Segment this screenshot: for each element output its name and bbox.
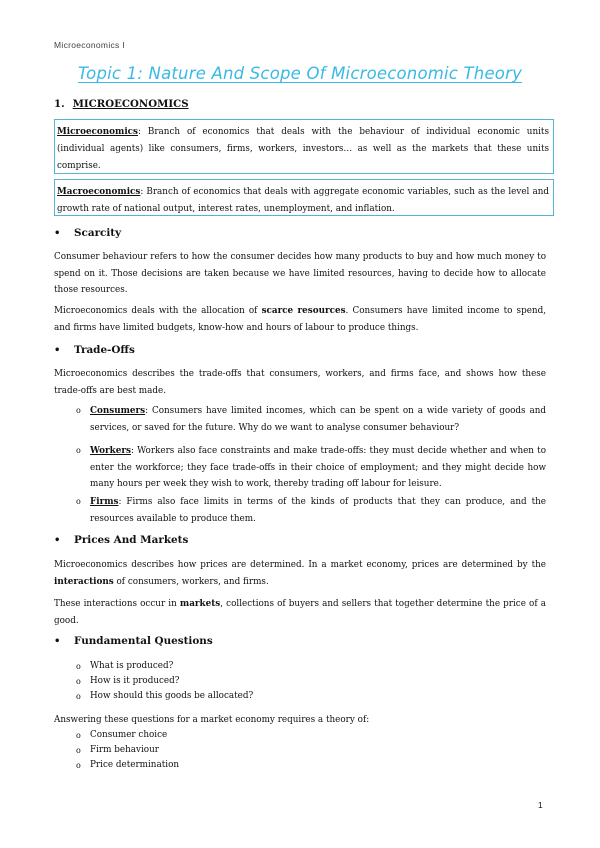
list-item <box>76 659 173 674</box>
list-item-firms <box>76 494 546 527</box>
bullet-heading-text: Trade-Offs <box>74 344 135 356</box>
paragraph <box>54 303 546 336</box>
list-item <box>76 758 179 773</box>
paragraph: Answering these questions for a market economy requires a theory of: <box>54 715 370 725</box>
sub-bullet-marker: o <box>76 662 81 671</box>
bold-term: markets <box>179 599 221 609</box>
definition-box-micro <box>54 119 554 174</box>
list-text: How is it produced? <box>90 676 180 686</box>
page-number: 1 <box>538 800 543 810</box>
list-item <box>76 728 167 743</box>
page-title: Topic 1: Nature And Scope Of Microeconomic Theory <box>77 64 523 83</box>
paragraph-text: . Consumers have limited income to spend, and firms have limited budgets, know-how and hours of labour to produce things. <box>54 306 547 333</box>
paragraph-text: of consumers, workers, and firms. <box>113 576 269 587</box>
section-title: MICROECONOMICS <box>72 98 189 110</box>
list-text: Price determination <box>90 760 180 770</box>
list-item-consumers <box>76 403 546 436</box>
definition-text: : Branch of economics that deals with the behaviour of individual economic units (individual agents) like consumers, firms, workers, investors… as well as the markets that these units comprise. <box>57 127 549 171</box>
bullet-heading-text: Fundamental Questions <box>74 635 213 647</box>
definition-term: Microeconomics <box>57 127 138 137</box>
bullet-marker: • <box>54 227 61 239</box>
list-term: Consumers <box>90 406 146 416</box>
definition-term: Macroeconomics <box>57 187 141 197</box>
list-term: Firms <box>90 497 119 507</box>
bullet-marker: • <box>54 635 61 647</box>
section-heading <box>54 98 189 110</box>
paragraph-text: Microeconomics deals with the allocation of <box>54 306 262 316</box>
definition-text: : Branch of economics that deals with aggregate economic variables, such as the level and growth rate of national output, interest rates, unemployment, and inflation. <box>57 187 549 214</box>
paragraph-text: These interactions occur in <box>54 599 180 609</box>
list-text: What is produced? <box>90 661 174 671</box>
bullet-heading-fundamental <box>54 635 213 647</box>
bullet-heading-text: Prices And Markets <box>74 534 189 546</box>
list-text: : Firms also face limits in terms of the kinds of products that they can produce, and the resources available to produce them. <box>90 497 546 524</box>
bullet-heading-text: Scarcity <box>74 227 122 239</box>
bullet-heading-tradeoffs <box>54 344 135 356</box>
bullet-heading-scarcity <box>54 227 121 239</box>
list-term: Workers <box>90 446 131 456</box>
list-text: Consumer choice <box>90 730 168 740</box>
list-item <box>76 674 179 689</box>
list-text: Firm behaviour <box>90 745 159 755</box>
running-header: Microeconomics I <box>54 40 125 50</box>
paragraph-text: Microeconomics describes how prices are determined. In a market economy, prices are determined by the <box>54 560 546 570</box>
paragraph <box>54 596 546 629</box>
bullet-marker: • <box>54 344 61 356</box>
paragraph: Consumer behaviour refers to how the consumer decides how many products to buy and how much money to spend on it. Those decisions are taken because we have limited resources, having to decide how to allocate those resources. <box>54 252 546 295</box>
list-text: : Consumers have limited incomes, which can be spent on a wide variety of goods and services, or saved for the future. Why do we want to analyse consumer behaviour? <box>90 406 546 433</box>
sub-bullet-marker: o <box>76 746 81 755</box>
sub-bullet-marker: o <box>76 446 81 455</box>
list-item <box>76 743 159 758</box>
list-text: How should this goods be allocated? <box>90 691 254 701</box>
list-item-workers <box>76 443 546 493</box>
paragraph-text: , collections of buyers and sellers that together determine the price of a good. <box>54 599 546 626</box>
paragraph <box>54 557 546 590</box>
sub-bullet-marker: o <box>76 692 81 701</box>
definition-box-macro <box>54 179 554 216</box>
paragraph: Microeconomics describes the trade-offs that consumers, workers, and firms face, and shows how these trade-offs are best made. <box>54 369 546 396</box>
bold-term: interactions <box>54 576 114 587</box>
sub-bullet-marker: o <box>76 677 81 686</box>
sub-bullet-marker: o <box>76 761 81 770</box>
bullet-marker: • <box>54 534 61 546</box>
sub-bullet-marker: o <box>76 731 81 740</box>
bold-term: scarce resources <box>261 306 346 316</box>
list-text: : Workers also face constraints and make trade-offs: they must decide whether and when to enter the workforce; they face trade-offs in their choice of employment; and they might decide how many hours per week they wish to work, thereby trading off labour for leisure. <box>90 446 546 489</box>
sub-bullet-marker: o <box>76 497 81 506</box>
section-number: 1. <box>54 98 65 110</box>
sub-bullet-marker: o <box>76 406 81 415</box>
list-item <box>76 689 253 704</box>
bullet-heading-prices <box>54 534 188 546</box>
